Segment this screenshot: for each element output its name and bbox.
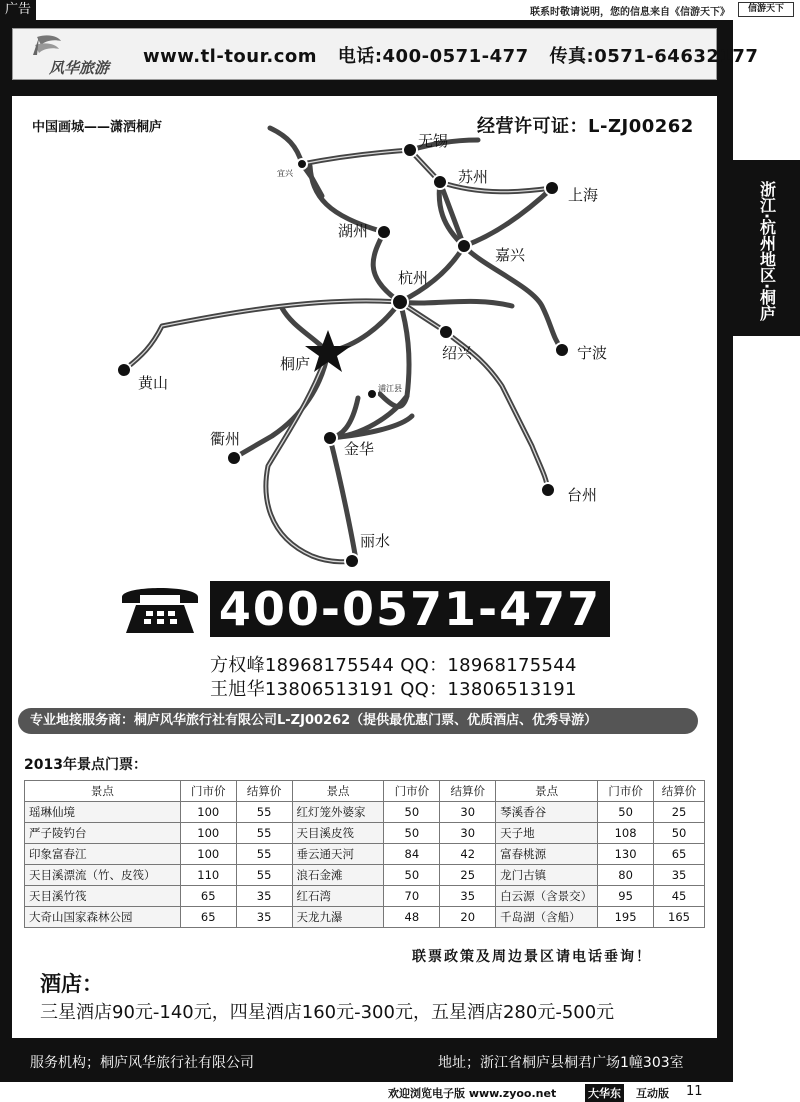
column-header: 结算价 xyxy=(654,781,705,802)
city-dot-yixing xyxy=(297,159,307,169)
column-header: 门市价 xyxy=(384,781,440,802)
column-header: 景点 xyxy=(292,781,384,802)
city-label-lishui: 丽水 xyxy=(360,532,391,550)
city-label-tonglu: 桐庐 xyxy=(280,355,311,373)
settlement-price: 50 xyxy=(654,823,705,844)
ticket-price-table xyxy=(24,780,705,928)
map-city-labels xyxy=(138,132,607,550)
table-row xyxy=(25,844,705,865)
retail-price: 100 xyxy=(180,802,236,823)
business-license: 经营许可证：L-ZJ00262 xyxy=(477,116,694,137)
retail-price: 84 xyxy=(384,844,440,865)
settlement-price: 35 xyxy=(236,907,292,928)
attraction-name: 天子地 xyxy=(496,823,598,844)
city-dot-quzhou xyxy=(227,451,241,465)
city-label-suzhou: 苏州 xyxy=(458,168,489,186)
agent-banner: 专业地接服务商：桐庐风华旅行社有限公司L-ZJ00262（提供最优惠门票、优质酒店、优秀导游） xyxy=(18,708,698,734)
attraction-name: 瑶琳仙境 xyxy=(25,802,181,823)
attraction-name: 天目溪漂流（竹、皮筏） xyxy=(25,865,181,886)
retail-price: 110 xyxy=(180,865,236,886)
attraction-name: 垂云通天河 xyxy=(292,844,384,865)
table-row xyxy=(25,823,705,844)
city-label-shaoxing: 绍兴 xyxy=(442,344,473,362)
retail-price: 50 xyxy=(384,802,440,823)
magazine-logo: 信游天下 xyxy=(738,2,794,17)
settlement-price: 165 xyxy=(654,907,705,928)
settlement-price: 35 xyxy=(236,886,292,907)
header-phone: 电话:400-0571-477 xyxy=(337,46,529,67)
settlement-price: 25 xyxy=(440,865,496,886)
retail-price: 195 xyxy=(598,907,654,928)
retail-price: 50 xyxy=(384,823,440,844)
website-promo[interactable]: 欢迎浏览电子版 www.zyoo.net xyxy=(388,1087,557,1100)
settlement-price: 42 xyxy=(440,844,496,865)
table-row xyxy=(25,886,705,907)
attraction-name: 红灯笼外婆家 xyxy=(292,802,384,823)
hotline-number: 400-0571-477 xyxy=(210,581,610,637)
city-dot-lishui xyxy=(345,554,359,568)
city-dot-pujiang xyxy=(367,389,377,399)
city-label-pujiang: 浦江县 xyxy=(378,384,402,393)
column-header: 门市价 xyxy=(598,781,654,802)
ad-tag: 广告 xyxy=(0,0,36,20)
attraction-name: 浪石金滩 xyxy=(292,865,384,886)
header-contact-line xyxy=(143,42,772,68)
settlement-price: 55 xyxy=(236,802,292,823)
retail-price: 70 xyxy=(384,886,440,907)
city-dot-suzhou xyxy=(433,175,447,189)
attraction-name: 富春桃源 xyxy=(496,844,598,865)
city-label-quzhou: 衢州 xyxy=(210,430,241,448)
company-address: 地址；浙江省桐庐县桐君广场1幢303室 xyxy=(438,1055,684,1071)
settlement-price: 30 xyxy=(440,823,496,844)
map-routes xyxy=(124,128,562,562)
city-label-jinhua: 金华 xyxy=(344,440,375,458)
hotel-prices: 三星酒店90元-140元，四星酒店160元-300元，五星酒店280元-500元 xyxy=(40,1002,615,1023)
city-label-yixing: 宜兴 xyxy=(277,169,293,178)
retail-price: 50 xyxy=(384,865,440,886)
city-dot-huangshan xyxy=(117,363,131,377)
map-title: 中国画城——潇洒桐庐 xyxy=(32,120,163,135)
telephone-icon xyxy=(118,575,202,637)
settlement-price: 20 xyxy=(440,907,496,928)
settlement-price: 65 xyxy=(654,844,705,865)
attraction-name: 印象富春江 xyxy=(25,844,181,865)
attraction-name: 琴溪香谷 xyxy=(496,802,598,823)
city-label-taizhou: 台州 xyxy=(567,486,598,504)
top-bar xyxy=(0,0,800,20)
contact-person-2: 王旭华13806513191 QQ：13806513191 xyxy=(210,679,577,700)
city-dot-shanghai xyxy=(545,181,559,195)
section-name: 互动版 xyxy=(636,1087,669,1100)
settlement-price: 35 xyxy=(654,865,705,886)
settlement-price: 45 xyxy=(654,886,705,907)
table-row xyxy=(25,865,705,886)
retail-price: 108 xyxy=(598,823,654,844)
company-logo-text: 风华旅游 xyxy=(49,59,110,77)
city-dot-ningbo xyxy=(555,343,569,357)
attraction-name: 天目溪竹筏 xyxy=(25,886,181,907)
attraction-name: 天目溪皮筏 xyxy=(292,823,384,844)
source-notice: 联系时敬请说明，您的信息来自《信游天下》 xyxy=(530,7,730,18)
brand-badge: 大华东 xyxy=(585,1084,624,1102)
attraction-name: 红石湾 xyxy=(292,886,384,907)
city-label-wuxi: 无锡 xyxy=(418,132,449,150)
city-label-jiaxing: 嘉兴 xyxy=(495,246,526,264)
city-label-shanghai: 上海 xyxy=(568,186,599,204)
retail-price: 100 xyxy=(180,844,236,865)
attraction-name: 严子陵钓台 xyxy=(25,823,181,844)
attraction-name: 千岛湖（含船） xyxy=(496,907,598,928)
retail-price: 50 xyxy=(598,802,654,823)
city-dot-hangzhou xyxy=(392,294,408,310)
service-agency: 服务机构；桐庐风华旅行社有限公司 xyxy=(30,1055,254,1071)
table-row xyxy=(25,802,705,823)
website-link[interactable]: www.tl-tour.com xyxy=(143,46,318,67)
header-banner xyxy=(12,28,759,80)
city-dot-huzhou xyxy=(377,225,391,239)
city-dot-shaoxing xyxy=(439,325,453,339)
city-dot-jiaxing xyxy=(457,239,471,253)
column-header: 景点 xyxy=(496,781,598,802)
retail-price: 65 xyxy=(180,886,236,907)
city-label-huzhou: 湖州 xyxy=(338,222,369,240)
page-number: 11 xyxy=(686,1084,703,1099)
retail-price: 65 xyxy=(180,907,236,928)
attraction-name: 天龙九瀑 xyxy=(292,907,384,928)
settlement-price: 30 xyxy=(440,802,496,823)
ticket-inquiry-note: 联票政策及周边景区请电话垂询！ xyxy=(412,949,652,965)
hotel-title: 酒店： xyxy=(40,972,103,996)
city-label-hangzhou: 杭州 xyxy=(398,269,429,287)
column-header: 景点 xyxy=(25,781,181,802)
city-dot-taizhou xyxy=(541,483,555,497)
contact-person-1: 方权峰18968175544 QQ：18968175544 xyxy=(210,655,577,676)
settlement-price: 25 xyxy=(654,802,705,823)
settlement-price: 55 xyxy=(236,823,292,844)
table-row xyxy=(25,907,705,928)
company-logo xyxy=(19,31,129,77)
city-label-huangshan: 黄山 xyxy=(138,374,169,392)
route-map xyxy=(12,96,717,576)
main-content xyxy=(12,96,717,1038)
retail-price: 48 xyxy=(384,907,440,928)
attraction-name: 白云源（含景交） xyxy=(496,886,598,907)
bottom-bar xyxy=(0,1082,800,1102)
column-header: 结算价 xyxy=(440,781,496,802)
tickets-title: 2013年景点门票： xyxy=(24,757,147,773)
attraction-name: 龙门古镇 xyxy=(496,865,598,886)
settlement-price: 55 xyxy=(236,865,292,886)
settlement-price: 35 xyxy=(440,886,496,907)
city-dot-wuxi xyxy=(403,143,417,157)
retail-price: 80 xyxy=(598,865,654,886)
retail-price: 100 xyxy=(180,823,236,844)
column-header: 门市价 xyxy=(180,781,236,802)
header-fax: 传真:0571-64632177 xyxy=(549,46,759,67)
column-header: 结算价 xyxy=(236,781,292,802)
retail-price: 95 xyxy=(598,886,654,907)
city-dot-jinhua xyxy=(323,431,337,445)
attraction-name: 大奇山国家森林公园 xyxy=(25,907,181,928)
region-side-tab: 浙江·杭州地区·桐庐 xyxy=(733,160,800,336)
settlement-price: 55 xyxy=(236,844,292,865)
city-label-ningbo: 宁波 xyxy=(577,344,608,362)
retail-price: 130 xyxy=(598,844,654,865)
table-header-row xyxy=(25,781,705,802)
